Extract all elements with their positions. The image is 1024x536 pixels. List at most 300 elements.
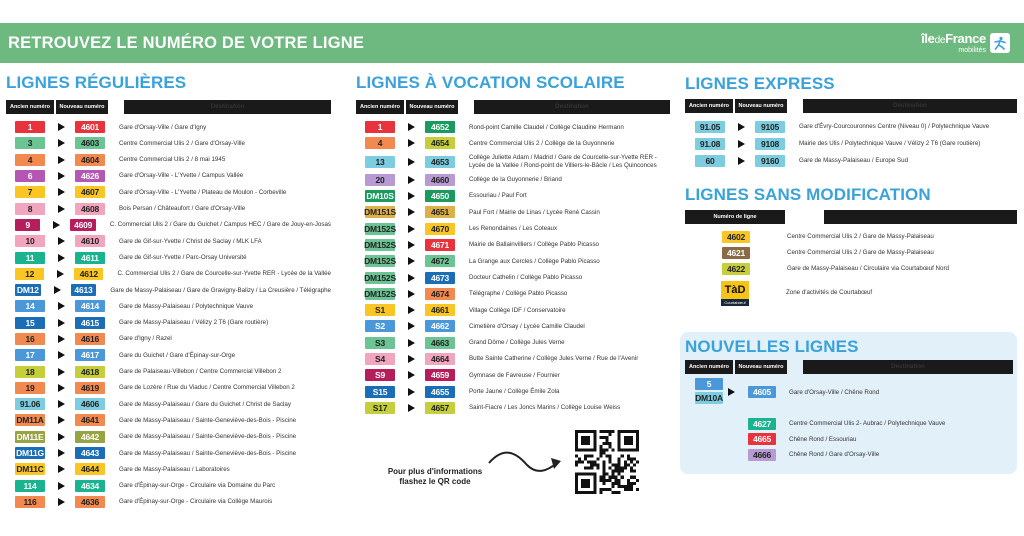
new-number-badge: 4665 <box>748 433 776 445</box>
arrow-right-icon <box>408 388 415 396</box>
destination: Gare du Guichet / Gare d'Épinay-sur-Orge <box>119 351 236 359</box>
old-number-badge: 91.06 <box>15 398 45 410</box>
table-row <box>356 188 670 204</box>
table-row <box>685 135 1017 152</box>
table-row <box>6 445 331 461</box>
destination: Gare d'Orsay-Ville / Gare d'Igny <box>119 123 207 131</box>
old-number-badge: DM152S <box>364 223 396 234</box>
table-row <box>356 204 670 220</box>
old-number-badge: 11 <box>15 252 45 264</box>
old-number-badge: 10 <box>15 235 45 247</box>
destination: Gare de Gif-sur-Yvette / Christ de Saclay / MLK LFA <box>119 237 262 245</box>
destination: Gare d'Orsay-Ville / Chêne Rond <box>789 389 880 396</box>
table-row <box>356 302 670 318</box>
section-regulieres <box>6 72 331 510</box>
table-row <box>685 118 1017 135</box>
new-number-badge: 4604 <box>75 154 105 166</box>
col-new: Nouveau numéro <box>56 100 108 114</box>
arrow-right-icon <box>58 302 65 310</box>
new-number-badge: 4626 <box>75 170 105 182</box>
table-row <box>356 152 670 172</box>
table-row <box>356 400 670 416</box>
table-header <box>356 100 670 114</box>
destination: Gare de Gif-sur-Yvette / Parc-Orsay Université <box>119 253 247 261</box>
new-number-badge: 4636 <box>75 496 105 508</box>
tad-sublabel: Courtabœuf <box>721 299 749 306</box>
arrow-right-icon <box>408 123 415 131</box>
arrow-right-icon <box>58 237 65 245</box>
table-row <box>6 152 331 168</box>
col-new: Nouveau numéro <box>735 360 787 374</box>
section-nouvelles <box>685 336 1013 463</box>
header-banner <box>0 23 1024 63</box>
destination: Bois Persan / Châteaufort / Gare d'Orsay-Ville <box>119 205 246 213</box>
new-number-badge: 4606 <box>75 398 105 410</box>
new-number-badge: 4644 <box>75 463 105 475</box>
table-row <box>6 315 331 331</box>
destination: Rond-point Camille Claudel / Collège Claudine Hermann <box>469 123 624 131</box>
table-row <box>356 367 670 383</box>
table-row <box>685 447 1013 463</box>
arrow-right-icon <box>408 176 415 184</box>
table-row-tad <box>685 277 1017 309</box>
new-number-badge: 4605 <box>748 386 776 398</box>
arrow-right-icon <box>408 208 415 216</box>
line-number-badge: 4622 <box>722 263 750 275</box>
old-number-badge: 1 <box>15 121 45 133</box>
table-row <box>356 172 670 188</box>
new-number-badge: 4611 <box>75 252 105 264</box>
col-old: Ancien numéro <box>6 100 54 114</box>
table-row <box>685 245 1017 261</box>
destination: Gare d'Épinay-sur-Orge - Circulaire via Domaine du Parc <box>119 482 276 490</box>
arrow-right-icon <box>58 351 65 359</box>
table-row <box>6 233 331 249</box>
new-number-badge: 4654 <box>425 137 455 149</box>
arrow-right-icon <box>738 157 745 165</box>
table-row <box>356 237 670 253</box>
arrow-right-icon <box>738 123 745 131</box>
old-number-badge: S17 <box>365 402 395 414</box>
table-row <box>685 416 1013 432</box>
table-row <box>356 135 670 151</box>
new-number-badge: 4617 <box>75 349 105 361</box>
table-body <box>685 229 1017 277</box>
logo-text-mobilites: mobilités <box>958 47 986 54</box>
col-line-number: Numéro de ligne <box>685 210 785 224</box>
new-number-badge: 4610 <box>75 235 105 247</box>
destination: Centre Commercial Ulis 2 / 8 mai 1945 <box>119 156 226 164</box>
destination-line: Collège Juliette Adam / Madrid / Gare de Courcelle-sur-Yvette RER - <box>469 154 657 162</box>
destination: Collège de la Guyonnerie / Briand <box>469 176 562 184</box>
destination: Gare d'Évry-Courcouronnes Centre (Niveau 0) / Polytechnique Vauve <box>799 122 990 130</box>
new-number-badge: 4672 <box>425 255 455 267</box>
table-row <box>356 269 670 285</box>
new-number-badge: 4663 <box>425 337 455 349</box>
new-number-badge: 4662 <box>425 320 455 332</box>
new-number-badge: 9160 <box>755 155 785 167</box>
old-number-badge: DM152S <box>364 272 396 283</box>
arrow-right-icon <box>58 139 65 147</box>
destination: Gare de Massy-Palaiseau / Circulaire via Courtabœuf Nord <box>787 265 949 273</box>
destination: Centre Commercial Ulis 2- Aubrac / Polytechnique Vauve <box>789 420 946 428</box>
col-dest-empty <box>824 210 1017 224</box>
destination: C. Commercial Ulis 2 / Gare de Courcelle-sur-Yvette RER - Lycée de la Vallée <box>117 270 331 278</box>
old-number-badge: 116 <box>15 496 45 508</box>
destination: Zone d'activités de Courtabœuf <box>786 289 873 297</box>
destination: La Grange aux Cercles / Collège Pablo Picasso <box>469 257 600 265</box>
logo-text-france: France <box>945 31 986 46</box>
new-number-badge: 4655 <box>425 386 455 398</box>
table-row <box>6 298 331 314</box>
col-new: Nouveau numéro <box>406 100 458 114</box>
arrow-right-icon <box>58 465 65 473</box>
table-row <box>6 135 331 151</box>
old-number-badge: DM10S <box>366 191 394 202</box>
table-row <box>6 380 331 396</box>
arrow-right-icon <box>408 139 415 147</box>
old-number-badge: DM152S <box>364 256 396 267</box>
arrow-right-icon <box>58 156 65 164</box>
new-number-badge: 9108 <box>755 138 785 150</box>
col-old: Ancien numéro <box>685 99 733 113</box>
table-row-merged <box>685 378 1013 416</box>
old-number-badge: 6 <box>15 170 45 182</box>
new-number-badge: 4634 <box>75 480 105 492</box>
destination: Centre Commercial Ulis 2 / Gare d'Orsay-Ville <box>119 139 245 147</box>
destination: Essouriau / Paul Fort <box>469 192 527 200</box>
table-row <box>6 478 331 494</box>
table-row <box>356 351 670 367</box>
destination: Gare d'Orsay-Ville - L'Yvette / Campus Vallée <box>119 172 244 180</box>
arrow-right-icon <box>408 355 415 363</box>
old-number-badge: 114 <box>15 480 45 492</box>
destination: Gare d'Orsay-Ville - L'Yvette / Plateau de Moulon - Corbeville <box>119 188 287 196</box>
table-row <box>6 331 331 347</box>
table-row <box>6 200 331 216</box>
old-number-badge: 9 <box>15 219 40 231</box>
old-number-badge: S1 <box>365 304 395 316</box>
table-row <box>6 168 331 184</box>
old-number-badge: 17 <box>15 349 45 361</box>
old-number-badge: S15 <box>365 386 395 398</box>
new-number-badge: 4657 <box>425 402 455 414</box>
arrow-right-icon <box>408 225 415 233</box>
section-express <box>685 73 1017 169</box>
new-number-badge: 4664 <box>425 353 455 365</box>
new-number-badge: 4616 <box>75 333 105 345</box>
old-number-badge: DM11A <box>16 415 44 426</box>
arrow-right-icon <box>57 270 64 278</box>
arrow-right-icon <box>408 322 415 330</box>
table-row <box>6 184 331 200</box>
table-header <box>6 100 331 114</box>
old-number-badge: DM152S <box>364 288 396 299</box>
old-number-badge: 4 <box>15 154 45 166</box>
old-number-badge: 60 <box>695 155 725 167</box>
new-number-badge: 4607 <box>75 186 105 198</box>
new-number-badge: 4659 <box>425 369 455 381</box>
new-number-badge: 4619 <box>75 382 105 394</box>
destination-line: Lycée de la Vallée / Rond-point de Villiers-le-Bâcle / Les Quinconces <box>469 161 657 169</box>
person-running-icon <box>990 33 1010 53</box>
old-number-badge: DM11E <box>16 431 44 442</box>
table-row <box>6 266 331 282</box>
destination: Mairie de Ballainvilliers / Collège Pablo Picasso <box>469 241 599 249</box>
page-title: RETROUVEZ LE NUMÉRO DE VOTRE LIGNE <box>8 33 365 52</box>
new-number-badge: 4671 <box>425 239 455 251</box>
destination: Paul Fort / Mairie de Linas / Lycée René Cassin <box>469 208 600 216</box>
new-number-badge: 4650 <box>425 190 455 202</box>
new-number-badge: 4608 <box>75 203 105 215</box>
old-number-badge: 16 <box>15 333 45 345</box>
destination: Chêne Rond / Gare d'Orsay-Ville <box>789 451 880 459</box>
old-number-badge: S2 <box>365 320 395 332</box>
old-number-badge: 13 <box>365 156 395 168</box>
destination: Grand Dôme / Collège Jules Verne <box>469 339 565 347</box>
table-row <box>6 282 331 298</box>
col-dest: Destination <box>803 360 1013 374</box>
destination: Gare de Lozère / Rue du Viaduc / Centre Commercial Villebon 2 <box>119 384 295 392</box>
arrow-right-icon <box>408 257 415 265</box>
old-number-badge: 19 <box>15 382 45 394</box>
destination: Gare de Massy-Palaiseau / Polytechnique Vauve <box>119 302 254 310</box>
destination: Télégraphe / Collège Pablo Picasso <box>469 290 568 298</box>
arrow-right-icon <box>54 286 61 294</box>
old-number-badge: 14 <box>15 300 45 312</box>
destination: Cimetière d'Orsay / Lycée Camille Claudel <box>469 322 585 330</box>
destination: Village Collège IDF / Conservatoire <box>469 306 566 314</box>
arrow-right-icon <box>58 319 65 327</box>
old-number-badge: DM11C <box>16 464 44 475</box>
destination: Porte Jaune / Collège Émile Zola <box>469 388 560 396</box>
table-row <box>356 383 670 399</box>
old-number-badge: DM11G <box>16 448 44 459</box>
arrow-right-icon <box>58 498 65 506</box>
destination: Gare d'Igny / Razel <box>119 335 172 343</box>
arrow-right-icon <box>408 371 415 379</box>
old-number-badge: 7 <box>15 186 45 198</box>
table-row <box>6 412 331 428</box>
table-header <box>685 99 1017 113</box>
old-number-badge: 20 <box>365 174 395 186</box>
table-row <box>685 432 1013 448</box>
arrow-right-icon <box>58 449 65 457</box>
destination: C. Commercial Ulis 2 / Gare du Guichet / Campus HEC / Gare de Jouy-en-Josas <box>109 221 331 229</box>
old-number-badge: S3 <box>365 337 395 349</box>
destination: Gare de Massy-Palaiseau / Vélizy 2 T6 (Gare routière) <box>119 319 269 327</box>
new-number-badge: 4673 <box>425 272 455 284</box>
arrow-right-icon <box>58 368 65 376</box>
arrow-right-icon <box>408 192 415 200</box>
new-number-badge: 4601 <box>75 121 105 133</box>
new-number-badge: 4613 <box>71 284 97 296</box>
destination: Gare de Massy-Palaiseau / Gare de Gravigny-Balizy / La Creusière / Télégraphe <box>110 286 331 294</box>
new-number-badge: 4642 <box>75 431 105 443</box>
old-number-badge: 18 <box>15 366 45 378</box>
destination: Centre Commercial Ulis 2 / Collège de la Guyonnerie <box>469 139 615 147</box>
new-number-badge: 4618 <box>75 366 105 378</box>
table-row <box>685 229 1017 245</box>
destination: Gare de Massy-Palaiseau / Europe Sud <box>799 156 909 164</box>
destination: Gare de Massy-Palaiseau / Sainte-Geneviève-des-Bois - Piscine <box>119 416 297 424</box>
line-number-badge: 4621 <box>722 247 750 259</box>
table-row <box>6 249 331 265</box>
table-row <box>6 494 331 510</box>
arrow-right-icon <box>58 400 65 408</box>
table-row <box>356 286 670 302</box>
new-number-badge: 4641 <box>75 414 105 426</box>
new-number-badge: 4627 <box>748 418 776 430</box>
arrow-right-icon <box>408 241 415 249</box>
destination: Docteur Cathelin / Collège Pablo Picasso <box>469 273 583 281</box>
arrow-right-icon <box>53 221 60 229</box>
old-number-badge: DM152S <box>364 239 396 250</box>
table-header <box>685 360 1013 374</box>
destination: Gare d'Épinay-sur-Orge - Circulaire via Collège Maurois <box>119 498 273 506</box>
old-number-badge: DM10A <box>695 393 723 403</box>
arrow-right-icon <box>58 384 65 392</box>
destination: Gymnase de Favreuse / Fournier <box>469 371 560 379</box>
table-body <box>685 118 1017 169</box>
table-row <box>356 220 670 236</box>
table-row <box>356 119 670 135</box>
table-row <box>685 152 1017 169</box>
table-row <box>6 363 331 379</box>
qr-caption <box>375 467 495 486</box>
line-number-badge: 4602 <box>722 231 750 243</box>
arrow-right-icon <box>408 306 415 314</box>
qr-code[interactable] <box>575 430 639 494</box>
old-number-badge: 1 <box>365 121 395 133</box>
destination: Gare de Massy-Palaiseau / Sainte-Geneviève-des-Bois - Piscine <box>119 449 297 457</box>
arrow-right-icon <box>408 158 415 166</box>
old-number-badge: 5 <box>695 378 723 390</box>
tad-label: TàD <box>721 281 749 299</box>
arrow-right-icon <box>408 274 415 282</box>
arrow-right-icon <box>58 482 65 490</box>
section-scolaires <box>356 72 670 416</box>
arrow-right-icon <box>58 172 65 180</box>
new-number-badge: 4643 <box>75 447 105 459</box>
logo-text-ile: île <box>921 31 935 46</box>
old-number-badge: 4 <box>365 137 395 149</box>
arrow-right-icon <box>408 404 415 412</box>
table-row <box>6 217 331 233</box>
new-number-badge: 4670 <box>425 223 455 235</box>
old-number-badge: 12 <box>15 268 44 280</box>
arrow-right-icon <box>58 335 65 343</box>
table-row <box>356 253 670 269</box>
old-number-badge: S4 <box>365 353 395 365</box>
section-title: LIGNES RÉGULIÈRES <box>6 73 187 92</box>
new-number-badge: 9105 <box>755 121 785 133</box>
new-number-badge: 4666 <box>748 449 776 461</box>
old-number-badge: DM151S <box>364 207 396 218</box>
table-body <box>356 119 670 416</box>
col-new: Nouveau numéro <box>735 99 787 113</box>
arrow-right-icon <box>728 388 735 396</box>
table-row <box>6 396 331 412</box>
section-title: LIGNES À VOCATION SCOLAIRE <box>356 73 625 92</box>
new-number-badge: 4609 <box>70 219 95 231</box>
table-body <box>6 119 331 510</box>
table-row <box>356 318 670 334</box>
table-row <box>6 461 331 477</box>
qr-caption-line1: Pour plus d'informations <box>387 467 483 476</box>
col-old: Ancien numéro <box>685 360 733 374</box>
col-dest: Destination <box>124 100 331 114</box>
section-title: LIGNES EXPRESS <box>685 74 835 93</box>
new-number-badge: 4651 <box>425 206 455 218</box>
arrow-right-icon <box>58 254 65 262</box>
idf-mobilites-logo <box>921 29 1010 57</box>
new-number-badge: 4603 <box>75 137 105 149</box>
destination: Saint-Fiacre / Les Joncs Marins / Collège Louise Weiss <box>469 404 621 412</box>
new-number-badge: 4652 <box>425 121 455 133</box>
destination: Centre Commercial Ulis 2 / Gare de Massy-Palaiseau <box>787 233 934 241</box>
table-row <box>6 347 331 363</box>
destination: Centre Commercial Ulis 2 / Gare de Massy-Palaiseau <box>787 249 934 257</box>
destination <box>469 154 657 168</box>
table-row <box>6 119 331 135</box>
old-number-badge: 3 <box>15 137 45 149</box>
new-number-badge: 4615 <box>75 317 105 329</box>
section-title: LIGNES SANS MODIFICATION <box>685 185 931 204</box>
new-number-badge: 4653 <box>425 156 455 168</box>
destination: Gare de Palaiseau-Villebon / Centre Commercial Villebon 2 <box>119 368 282 376</box>
arrow-right-icon <box>408 339 415 347</box>
destination: Mairie des Ulis / Polytechnique Vauve / Vélizy 2 T6 (Gare routière) <box>799 139 981 147</box>
table-row <box>356 335 670 351</box>
qr-caption-line2: flashez le QR code <box>399 476 471 486</box>
section-sans-modification <box>685 184 1017 309</box>
old-number-badge: DM12 <box>16 285 39 296</box>
curly-arrow-icon <box>485 441 565 481</box>
col-old: Ancien numéro <box>356 100 404 114</box>
tad-badge <box>721 281 749 306</box>
new-number-badge: 4660 <box>425 174 455 186</box>
destination: Gare de Massy-Palaiseau / Sainte-Geneviève-des-Bois - Piscine <box>119 433 297 441</box>
section-title: NOUVELLES LIGNES <box>685 337 859 356</box>
table-row <box>6 429 331 445</box>
destination: Gare de Massy-Palaiseau / Laboratoires <box>119 465 230 473</box>
old-number-badge: 8 <box>15 203 45 215</box>
arrow-right-icon <box>58 433 65 441</box>
old-number-badge: 15 <box>15 317 45 329</box>
arrow-right-icon <box>58 205 65 213</box>
table-body <box>685 416 1013 463</box>
table-row <box>685 261 1017 277</box>
arrow-right-icon <box>58 416 65 424</box>
new-number-badge: 4661 <box>425 304 455 316</box>
old-number-badge: 91.05 <box>695 121 725 133</box>
logo-text-de: de <box>934 35 946 46</box>
col-dest: Destination <box>803 99 1017 113</box>
new-number-badge: 4674 <box>425 288 455 300</box>
arrow-right-icon <box>738 140 745 148</box>
destination: Butte Sainte Catherine / Collège Jules Verne / Rue de l'Avenir <box>469 355 639 363</box>
destination: Gare de Massy-Palaiseau / Gare du Guichet / Christ de Saclay <box>119 400 291 408</box>
arrow-right-icon <box>408 290 415 298</box>
destination: Chêne Rond / Essouriau <box>789 435 857 443</box>
destination: Les Renondaines / Les Coteaux <box>469 225 558 233</box>
arrow-right-icon <box>58 188 65 196</box>
col-dest: Destination <box>474 100 670 114</box>
new-number-badge: 4612 <box>74 268 103 280</box>
arrow-right-icon <box>58 123 65 131</box>
table-header <box>685 210 1017 224</box>
